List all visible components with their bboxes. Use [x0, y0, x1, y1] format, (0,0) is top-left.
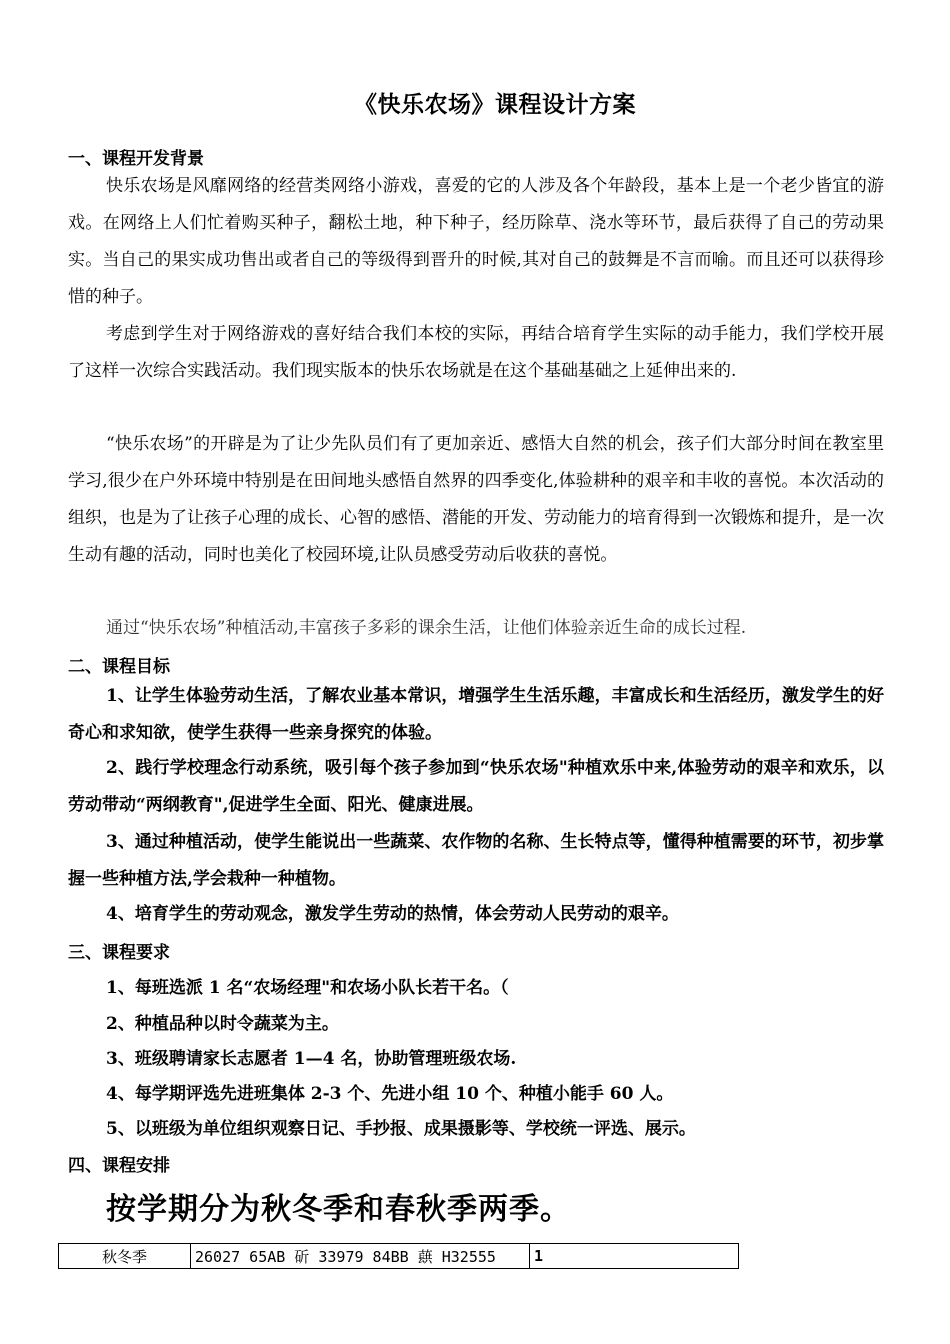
table-cell-season: 秋冬季: [59, 1244, 191, 1269]
requirement-item-5: 5、以班级为单位组织观察日记、手抄报、成果摄影等、学校统一评选、展示。: [106, 1119, 696, 1139]
table-cell-codes: 26027 65AB 斫 33979 84BB 蕻 H32555: [191, 1244, 530, 1269]
table-row: [59, 1244, 739, 1269]
paragraph-background-1: 快乐农场是风靡网络的经营类网络小游戏，喜爱的它的人涉及各个年龄段，基本上是一个老少皆宜的游戏。在网络上人们忙着购买种子，翻松土地，种下种子，经历除草、浇水等环节，最后获得了自己的劳动果实。当自己的果实成功售出或者自己的等级得到晋升的时候,其对自己的鼓舞是不言而喻。而且还可以获得珍惜的种子。: [68, 176, 884, 307]
requirement-item-3: 3、班级聘请家长志愿者 1—4 名，协助管理班级农场.: [106, 1049, 517, 1069]
paragraph-background-3: “快乐农场”的开辟是为了让少先队员们有了更加亲近、感悟大自然的机会，孩子们大部分时间在教室里学习,很少在户外环境中特别是在田间地头感悟自然界的四季变化,体验耕种的艰辛和丰收的喜悦。本次活动的组织，也是为了让孩子心理的成长、心智的感悟、潜能的开发、劳动能力的培育得到一次锻炼和提升，是一次生动有趣的活动，同时也美化了校园环境,让队员感受劳动后收获的喜悦。: [68, 434, 884, 565]
paragraph-background-4: 通过“快乐农场”种植活动,丰富孩子多彩的课余生活，让他们体验亲近生命的成长过程.: [106, 618, 747, 638]
requirement-item-1: 1、每班选派 1 名“农场经理"和农场小队长若干名。（: [106, 978, 509, 998]
document-title: 《快乐农场》课程设计方案: [354, 91, 636, 118]
requirement-item-4: 4、每学期评选先进班集体 2-3 个、先进小组 10 个、种植小能手 60 人。: [106, 1084, 674, 1104]
schedule-table: [58, 1243, 739, 1269]
goal-item-2: 2、践行学校理念行动系统，吸引每个孩子参加到“快乐农场"种植欢乐中来,体验劳动的艰辛和欢乐，以劳动带动“两纲教育",促进学生全面、阳光、健康进展。: [68, 758, 884, 815]
schedule-lead-text: 按学期分为秋冬季和春秋季两季。: [106, 1192, 571, 1227]
section-heading-background: 一、课程开发背景: [68, 149, 204, 169]
table-cell-number: 1: [530, 1244, 739, 1269]
requirement-item-2: 2、种植品种以时令蔬菜为主。: [106, 1014, 339, 1034]
section-heading-goals: 二、课程目标: [68, 657, 170, 677]
paragraph-background-2: 考虑到学生对于网络游戏的喜好结合我们本校的实际，再结合培育学生实际的动手能力，我们学校开展了这样一次综合实践活动。我们现实版本的快乐农场就是在这个基础基础之上延伸出来的.: [68, 324, 884, 381]
section-heading-requirements: 三、课程要求: [68, 943, 170, 963]
goal-item-1: 1、让学生体验劳动生活，了解农业基本常识，增强学生生活乐趣，丰富成长和生活经历，激发学生的好奇心和求知欲，使学生获得一些亲身探究的体验。: [68, 686, 884, 743]
section-heading-schedule: 四、课程安排: [68, 1156, 170, 1176]
goal-item-3: 3、通过种植活动，使学生能说出一些蔬菜、农作物的名称、生长特点等，懂得种植需要的环节，初步掌握一些种植方法,学会栽种一种植物。: [68, 832, 884, 889]
goal-item-4: 4、培育学生的劳动观念，激发学生劳动的热情，体会劳动人民劳动的艰辛。: [106, 904, 679, 924]
